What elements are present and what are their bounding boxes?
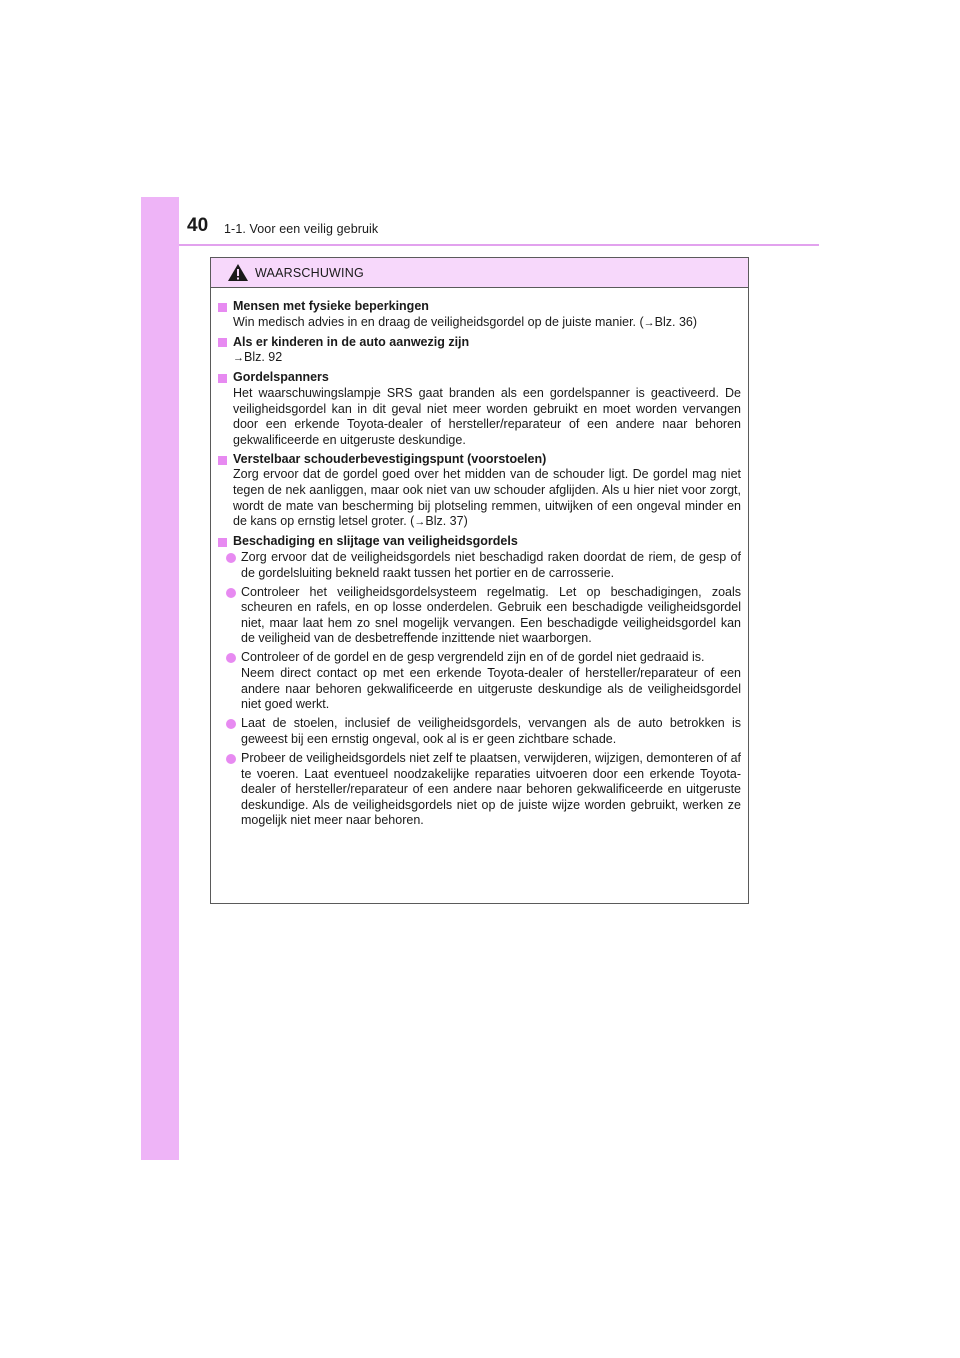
section-heading: Beschadiging en slijtage van veiligheidsgordels [218, 534, 741, 550]
side-tab-strip [141, 197, 179, 1160]
section-heading: Mensen met fysieke beperkingen [218, 299, 741, 315]
section-children [218, 335, 741, 367]
section-heading: Als er kinderen in de auto aanwezig zijn [218, 335, 741, 351]
arrow-right-icon: → [414, 516, 426, 529]
page-number: 40 [187, 215, 209, 236]
list-item: Controleer of de gordel en de gesp vergrendeld zijn en of de gordel niet gedraaid is. Neem direct contact op met een erkende Toyota-dealer of hersteller/reparateur of een andere naar behoren gekwalificeerde en uitgeruste deskundige als de veiligheidsgordel niet goed werkt. [218, 650, 741, 712]
warning-triangle-icon [227, 263, 249, 282]
square-bullet-icon [218, 538, 227, 547]
circle-bullet-icon [226, 719, 236, 729]
circle-bullet-icon [226, 653, 236, 663]
list-item: Zorg ervoor dat de veiligheidsgordels niet beschadigd raken doordat de riem, de gesp of de gordelsluiting bekneld raakt tussen het portier en de carrosserie. [218, 550, 741, 581]
list-item: Probeer de veiligheidsgordels niet zelf te plaatsen, verwijderen, wijzigen, demonteren of af te voeren. Laat eventueel noodzakelijke reparaties uitvoeren door een erkende Toyota-dealer of hersteller/reparateur of een andere naar behoren gekwalificeerde en uitgeruste deskundige. Als de veiligheidsgordels niet op de juiste wijze worden gebruikt, werken ze mogelijk niet meer naar behoren. [218, 751, 741, 829]
arrow-right-icon: → [233, 352, 244, 365]
square-bullet-icon [218, 338, 227, 347]
arrow-right-icon: → [643, 316, 655, 329]
list-item: Laat de stoelen, inclusief de veiligheidsgordels, vervangen als de auto betrokken is geweest bij een ernstig ongeval, ook al is er geen zichtbare schade. [218, 716, 741, 747]
section-text: Zorg ervoor dat de gordel goed over het midden van de schouder ligt. De gordel mag niet tegen de nek aanliggen, maar ook niet van uw schouder afglijden. Als u hier niet voor zorgt, wordt de mate van bescherming bij plotseling remmen, uitwijken of een ongeval minder en de kans op ernstig letsel groter. (→Blz. 37) [233, 467, 741, 529]
warning-box [210, 257, 749, 904]
list-item: Controleer het veiligheidsgordelsysteem regelmatig. Let op beschadigingen, zoals scheuren en rafels, en op losse onderdelen. Gebruik een beschadigde veiligheidsgordel niet, maar laat hem zo snel mogelijk vervangen. Een beschadigde veiligheidsgordel kan de veiligheid van de desbetreffende inzittende niet waarborgen. [218, 585, 741, 647]
warning-title: WAARSCHUWING [255, 266, 364, 280]
section-damage [218, 534, 741, 829]
chapter-title: 1-1. Voor een veilig gebruik [224, 222, 379, 236]
page-reference: Blz. 92 [244, 350, 283, 365]
square-bullet-icon [218, 374, 227, 383]
section-text: Het waarschuwingslampje SRS gaat branden als een gordelspanner is geactiveerd. De veiligheidsgordel kan in dit geval niet meer worden gebruikt en moet worden vervangen door een erkende Toyota-dealer of hersteller/reparateur of een andere naar behoren gekwalificeerde en uitgeruste deskundige. [233, 385, 741, 447]
warning-header [211, 258, 748, 288]
section-text [218, 350, 741, 367]
circle-bullet-icon [226, 588, 236, 598]
section-text: Win medisch advies in en draag de veiligheidsgordel op de juiste manier. (→Blz. 36) [233, 314, 698, 329]
section-shoulder-anchor [218, 452, 741, 531]
circle-bullet-icon [226, 754, 236, 764]
header-rule [179, 244, 819, 246]
section-pretensioners [218, 370, 741, 448]
page-reference: Blz. 37 [425, 514, 464, 529]
section-heading: Gordelspanners [218, 370, 741, 386]
warning-body [211, 288, 748, 829]
damage-bullet-list [218, 550, 741, 829]
square-bullet-icon [218, 303, 227, 312]
section-physical-limitations [218, 299, 741, 331]
square-bullet-icon [218, 456, 227, 465]
page-reference: Blz. 36 [654, 314, 693, 329]
circle-bullet-icon [226, 553, 236, 563]
section-heading: Verstelbaar schouderbevestigingspunt (voorstoelen) [218, 452, 741, 468]
